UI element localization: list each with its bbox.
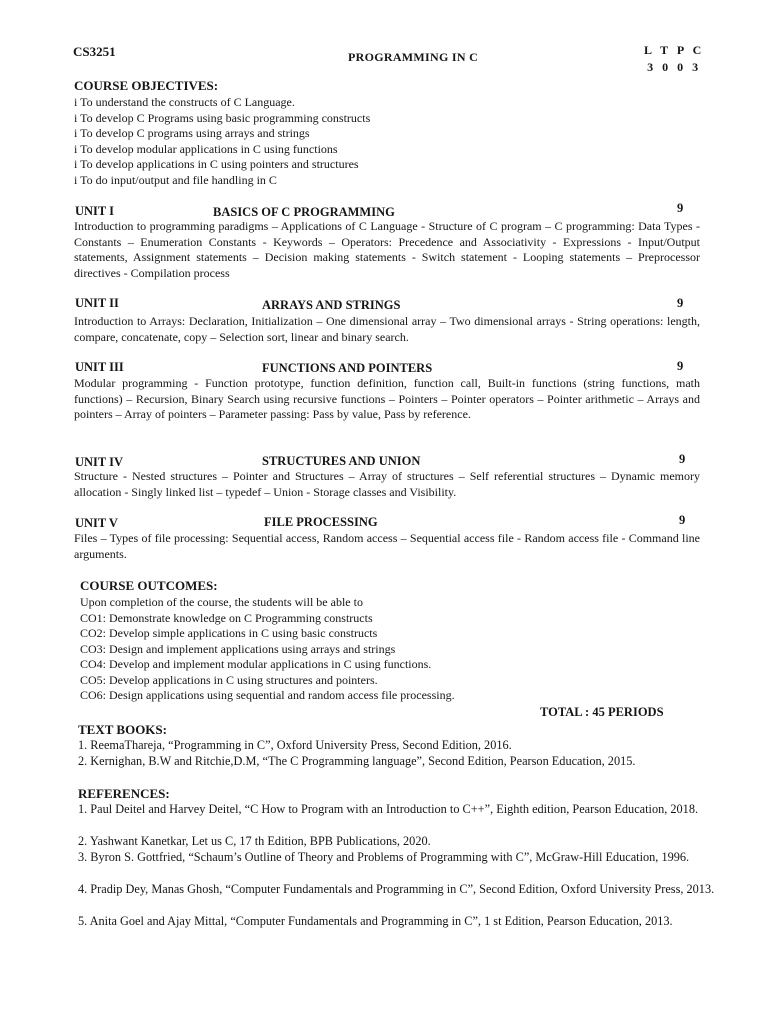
objectives-heading: COURSE OBJECTIVES: — [74, 78, 219, 93]
course-title: PROGRAMMING IN C — [348, 50, 479, 64]
textbooks-heading: TEXT BOOKS: — [78, 722, 167, 737]
unit-label: UNIT III — [75, 360, 124, 374]
course-code: CS3251 — [73, 44, 116, 59]
outcome-item: CO6: Design applications using sequential and random access file processing. — [80, 688, 455, 702]
outcome-item: CO2: Develop simple applications in C using basic constructs — [80, 626, 378, 640]
textbook-item: 1. ReemaThareja, “Programming in C”, Oxford University Press, Second Edition, 2016. — [78, 738, 512, 752]
outcome-item: CO1: Demonstrate knowledge on C Programming constructs — [80, 611, 373, 625]
unit-title: STRUCTURES AND UNION — [262, 454, 421, 468]
unit-hours: 9 — [679, 513, 686, 527]
unit-content: Files – Types of file processing: Sequential access, Random access – Sequential access file - Random access file - Command line arguments. — [74, 531, 700, 561]
outcomes-intro: Upon completion of the course, the students will be able to — [80, 595, 363, 609]
objective-item: i To understand the constructs of C Language. — [74, 95, 295, 109]
unit-content: Introduction to programming paradigms – Applications of C Language - Structure of C program – C programming: Data Types - Constants – Enumeration Constants - Keywords – Operators: Precedence and Associativity - Expressions - Input/Output statements, Assignment statements – Decision making statements - Switch statement - Looping statements – Preprocessor directives - Compilation process — [74, 219, 700, 280]
total-periods: TOTAL : 45 PERIODS — [540, 705, 664, 719]
reference-item: 5. Anita Goel and Ajay Mittal, “Computer Fundamentals and Programming in C”, 1 st Edition, Pearson Education, 2013. — [78, 914, 673, 928]
unit-hours: 9 — [677, 296, 684, 310]
unit-title: ARRAYS AND STRINGS — [262, 298, 401, 312]
reference-item: 2. Yashwant Kanetkar, Let us C, 17 th Edition, BPB Publications, 2020. — [78, 834, 431, 848]
outcome-item: CO4: Develop and implement modular applications in C using functions. — [80, 657, 432, 671]
ltpc-label: L T P C — [644, 43, 705, 57]
references-heading: REFERENCES: — [78, 786, 170, 801]
reference-item: 4. Pradip Dey, Manas Ghosh, “Computer Fundamentals and Programming in C”, Second Edition, Oxford University Press, 2013. — [78, 882, 715, 896]
objective-item: i To do input/output and file handling in C — [74, 173, 277, 187]
outcomes-heading: COURSE OUTCOMES: — [80, 578, 218, 593]
reference-item: 3. Byron S. Gottfried, “Schaum’s Outline of Theory and Problems of Programming with C”, McGraw-Hill Education, 1996. — [78, 850, 690, 864]
objective-item: i To develop applications in C using pointers and structures — [74, 157, 359, 171]
ltpc-values: 3 0 0 3 — [647, 60, 702, 74]
unit-content: Introduction to Arrays: Declaration, Initialization – One dimensional array – Two dimensional arrays - String operations: length, compare, concatenate, copy – Selection sort, linear and binary search. — [74, 314, 700, 344]
unit-label: UNIT IV — [75, 455, 124, 469]
unit-hours: 9 — [677, 359, 684, 373]
unit-title: FUNCTIONS AND POINTERS — [262, 361, 433, 375]
unit-label: UNIT II — [75, 296, 119, 310]
objective-item: i To develop C programs using arrays and strings — [74, 126, 310, 140]
unit-title: FILE PROCESSING — [264, 515, 378, 529]
outcome-item: CO5: Develop applications in C using structures and pointers. — [80, 673, 378, 687]
unit-title: BASICS OF C PROGRAMMING — [213, 205, 395, 219]
outcome-item: CO3: Design and implement applications using arrays and strings — [80, 642, 396, 656]
textbook-item: 2. Kernighan, B.W and Ritchie,D.M, “The C Programming language”, Second Edition, Pearson Education, 2015. — [78, 754, 636, 768]
objective-item: i To develop C Programs using basic programming constructs — [74, 111, 371, 125]
unit-label: UNIT V — [75, 516, 118, 530]
reference-item: 1. Paul Deitel and Harvey Deitel, “C How to Program with an Introduction to C++”, Eighth edition, Pearson Education, 2018. — [78, 802, 699, 816]
objective-item: i To develop modular applications in C using functions — [74, 142, 338, 156]
unit-content: Structure - Nested structures – Pointer and Structures – Array of structures – Self referential structures – Dynamic memory allocation - Singly linked list – typedef – Union - Storage classes and Visibility. — [74, 469, 700, 499]
unit-content: Modular programming - Function prototype, function definition, function call, Built-in functions (string functions, math functions) – Recursion, Binary Search using recursive functions – Pointers – Pointer operators – Pointer arithmetic – Arrays and pointers – Array of pointers – Parameter passing: Pass by value, Pass by reference. — [74, 376, 700, 422]
unit-label: UNIT I — [75, 204, 115, 218]
unit-hours: 9 — [679, 452, 686, 466]
ltpc-block — [644, 42, 704, 76]
unit-hours: 9 — [677, 201, 684, 215]
